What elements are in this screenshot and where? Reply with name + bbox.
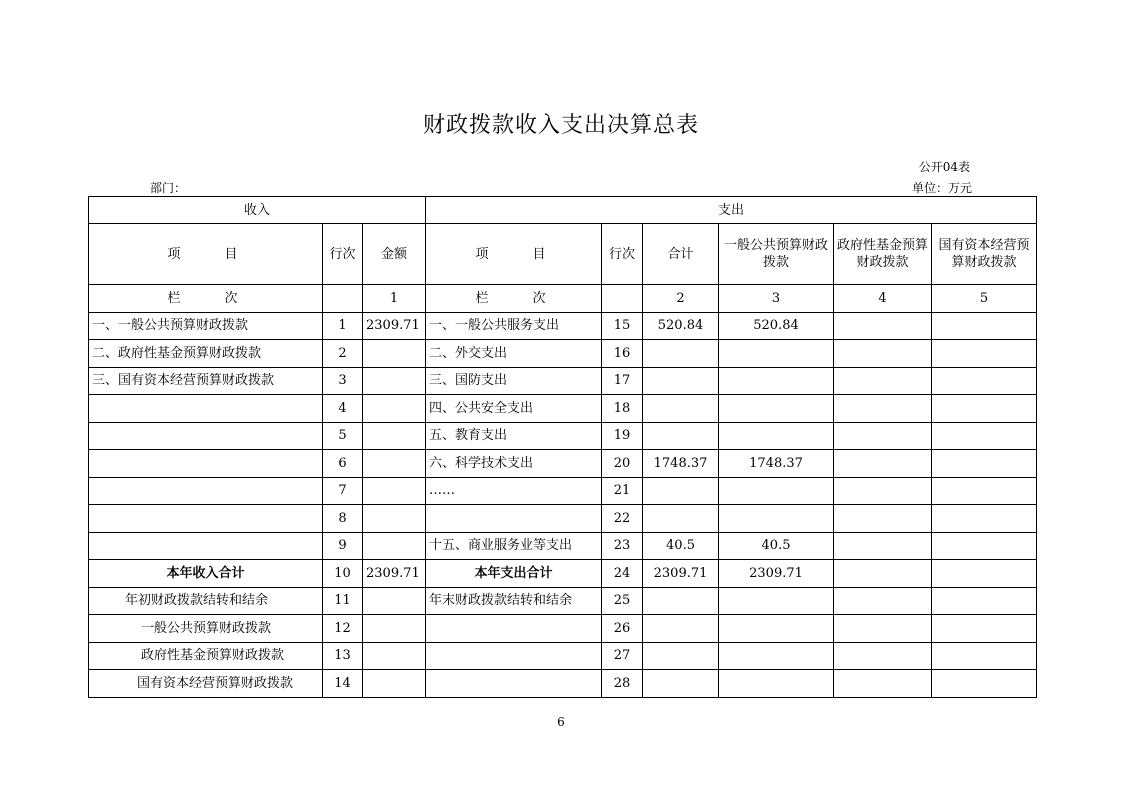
page-number: 6	[557, 715, 565, 729]
general-public-cell	[719, 367, 834, 395]
state-capital-cell	[932, 450, 1037, 478]
column-number: 2	[643, 285, 719, 313]
income-item-cell	[89, 450, 323, 478]
expense-line-cell: 17	[602, 367, 643, 395]
state-capital-cell	[932, 587, 1037, 615]
gov-fund-cell	[834, 642, 932, 670]
expense-item-cell: 二、外交支出	[426, 340, 602, 368]
income-item-cell: 三、国有资本经营预算财政拨款	[89, 367, 323, 395]
total-cell	[643, 505, 719, 533]
expense-line-cell: 23	[602, 532, 643, 560]
state-capital-header: 国有资本经营预算财政拨款	[932, 224, 1037, 285]
general-public-cell: 520.84	[719, 312, 834, 340]
expense-item-cell: 五、教育支出	[426, 422, 602, 450]
gov-fund-cell	[834, 340, 932, 368]
table-row	[89, 422, 1037, 450]
expense-item-cell: 四、公共安全支出	[426, 395, 602, 423]
table-row	[89, 450, 1037, 478]
state-capital-cell	[932, 312, 1037, 340]
expense-item-header: 项 目	[426, 224, 602, 285]
column-blank	[602, 285, 643, 313]
state-capital-cell	[932, 560, 1037, 588]
income-item-cell: 二、政府性基金预算财政拨款	[89, 340, 323, 368]
total-cell	[643, 340, 719, 368]
general-public-header: 一般公共预算财政拨款	[719, 224, 834, 285]
income-amount-cell	[363, 477, 426, 505]
expense-item-cell: 六、科学技术支出	[426, 450, 602, 478]
expense-line-header: 行次	[602, 224, 643, 285]
income-line-cell: 10	[323, 560, 363, 588]
table-row	[89, 367, 1037, 395]
income-line-cell: 5	[323, 422, 363, 450]
income-amount-cell	[363, 395, 426, 423]
expense-line-cell: 16	[602, 340, 643, 368]
expense-line-cell: 27	[602, 642, 643, 670]
table-row	[89, 642, 1037, 670]
income-amount-cell	[363, 422, 426, 450]
expense-line-cell: 22	[602, 505, 643, 533]
general-public-cell	[719, 615, 834, 643]
total-cell: 2309.71	[643, 560, 719, 588]
gov-fund-cell	[834, 505, 932, 533]
expense-item-cell: ……	[426, 477, 602, 505]
budget-table	[88, 196, 1037, 698]
income-line-cell: 3	[323, 367, 363, 395]
income-amount-cell	[363, 367, 426, 395]
income-line-header: 行次	[323, 224, 363, 285]
expense-item-cell	[426, 642, 602, 670]
state-capital-cell	[932, 340, 1037, 368]
income-line-cell: 9	[323, 532, 363, 560]
income-item-cell	[89, 532, 323, 560]
expense-line-cell: 28	[602, 670, 643, 698]
income-item-cell: 一、一般公共预算财政拨款	[89, 312, 323, 340]
income-line-cell: 12	[323, 615, 363, 643]
total-cell	[643, 367, 719, 395]
expense-line-cell: 26	[602, 615, 643, 643]
general-public-cell	[719, 340, 834, 368]
expense-item-cell: 十五、商业服务业等支出	[426, 532, 602, 560]
department-label: 部门：	[150, 181, 187, 195]
gov-fund-cell	[834, 312, 932, 340]
total-cell: 40.5	[643, 532, 719, 560]
income-line-cell: 7	[323, 477, 363, 505]
total-cell: 1748.37	[643, 450, 719, 478]
column-number: 4	[834, 285, 932, 313]
income-item-cell: 本年收入合计	[89, 560, 323, 588]
total-cell: 520.84	[643, 312, 719, 340]
general-public-cell	[719, 477, 834, 505]
page-title: 财政拨款收入支出决算总表	[422, 113, 699, 138]
general-public-cell: 1748.37	[719, 450, 834, 478]
table-row	[89, 587, 1037, 615]
income-amount-cell	[363, 450, 426, 478]
income-line-cell: 6	[323, 450, 363, 478]
income-item-cell: 政府性基金预算财政拨款	[89, 642, 323, 670]
state-capital-cell	[932, 615, 1037, 643]
income-amount-cell	[363, 340, 426, 368]
column-number: 5	[932, 285, 1037, 313]
income-amount-cell: 2309.71	[363, 560, 426, 588]
column-label: 栏 次	[426, 285, 602, 313]
income-amount-cell	[363, 642, 426, 670]
expense-line-cell: 19	[602, 422, 643, 450]
income-amount-cell	[363, 587, 426, 615]
table-row	[89, 395, 1037, 423]
form-number: 公开04表	[918, 160, 970, 174]
state-capital-cell	[932, 670, 1037, 698]
state-capital-cell	[932, 505, 1037, 533]
column-number: 3	[719, 285, 834, 313]
gov-fund-header: 政府性基金预算财政拨款	[834, 224, 932, 285]
gov-fund-cell	[834, 367, 932, 395]
income-line-cell: 8	[323, 505, 363, 533]
general-public-cell	[719, 670, 834, 698]
table-row	[89, 340, 1037, 368]
state-capital-cell	[932, 532, 1037, 560]
gov-fund-cell	[834, 395, 932, 423]
expense-item-cell	[426, 505, 602, 533]
gov-fund-cell	[834, 670, 932, 698]
total-cell	[643, 615, 719, 643]
income-line-cell: 11	[323, 587, 363, 615]
total-cell	[643, 642, 719, 670]
total-cell	[643, 422, 719, 450]
table-row	[89, 477, 1037, 505]
expense-item-cell	[426, 670, 602, 698]
table-row	[89, 312, 1037, 340]
table-row	[89, 505, 1037, 533]
unit-label: 单位：万元	[911, 181, 972, 195]
total-cell	[643, 477, 719, 505]
income-amount-cell	[363, 505, 426, 533]
table-row	[89, 560, 1037, 588]
income-line-cell: 13	[323, 642, 363, 670]
state-capital-cell	[932, 395, 1037, 423]
expense-line-cell: 15	[602, 312, 643, 340]
income-item-cell: 年初财政拨款结转和结余	[89, 587, 323, 615]
table-row	[89, 532, 1037, 560]
expense-line-cell: 21	[602, 477, 643, 505]
expense-line-cell: 25	[602, 587, 643, 615]
income-amount-cell	[363, 670, 426, 698]
expense-line-cell: 18	[602, 395, 643, 423]
income-item-cell: 国有资本经营预算财政拨款	[89, 670, 323, 698]
income-item-cell	[89, 422, 323, 450]
total-cell	[643, 395, 719, 423]
total-cell	[643, 670, 719, 698]
general-public-cell	[719, 395, 834, 423]
gov-fund-cell	[834, 422, 932, 450]
column-blank	[323, 285, 363, 313]
income-item-cell	[89, 505, 323, 533]
expense-item-cell: 年末财政拨款结转和结余	[426, 587, 602, 615]
income-line-cell: 14	[323, 670, 363, 698]
income-line-cell: 4	[323, 395, 363, 423]
gov-fund-cell	[834, 560, 932, 588]
column-label: 栏 次	[89, 285, 323, 313]
income-item-cell	[89, 395, 323, 423]
column-number: 1	[363, 285, 426, 313]
general-public-cell	[719, 587, 834, 615]
state-capital-cell	[932, 422, 1037, 450]
gov-fund-cell	[834, 532, 932, 560]
expense-item-cell: 三、国防支出	[426, 367, 602, 395]
general-public-cell	[719, 505, 834, 533]
income-amount-cell	[363, 532, 426, 560]
gov-fund-cell	[834, 477, 932, 505]
income-line-cell: 1	[323, 312, 363, 340]
table-row	[89, 615, 1037, 643]
expense-item-cell: 一、一般公共服务支出	[426, 312, 602, 340]
general-public-cell: 40.5	[719, 532, 834, 560]
income-header: 收入	[89, 197, 426, 224]
gov-fund-cell	[834, 450, 932, 478]
income-amount-cell: 2309.71	[363, 312, 426, 340]
gov-fund-cell	[834, 615, 932, 643]
amount-header: 金额	[363, 224, 426, 285]
income-item-cell	[89, 477, 323, 505]
expense-line-cell: 20	[602, 450, 643, 478]
general-public-cell: 2309.71	[719, 560, 834, 588]
state-capital-cell	[932, 642, 1037, 670]
expense-line-cell: 24	[602, 560, 643, 588]
total-header: 合计	[643, 224, 719, 285]
income-item-header: 项 目	[89, 224, 323, 285]
general-public-cell	[719, 642, 834, 670]
expense-item-cell: 本年支出合计	[426, 560, 602, 588]
income-item-cell: 一般公共预算财政拨款	[89, 615, 323, 643]
income-line-cell: 2	[323, 340, 363, 368]
expense-header: 支出	[426, 197, 1037, 224]
state-capital-cell	[932, 367, 1037, 395]
table-row	[89, 670, 1037, 698]
total-cell	[643, 587, 719, 615]
income-amount-cell	[363, 615, 426, 643]
general-public-cell	[719, 422, 834, 450]
state-capital-cell	[932, 477, 1037, 505]
expense-item-cell	[426, 615, 602, 643]
gov-fund-cell	[834, 587, 932, 615]
